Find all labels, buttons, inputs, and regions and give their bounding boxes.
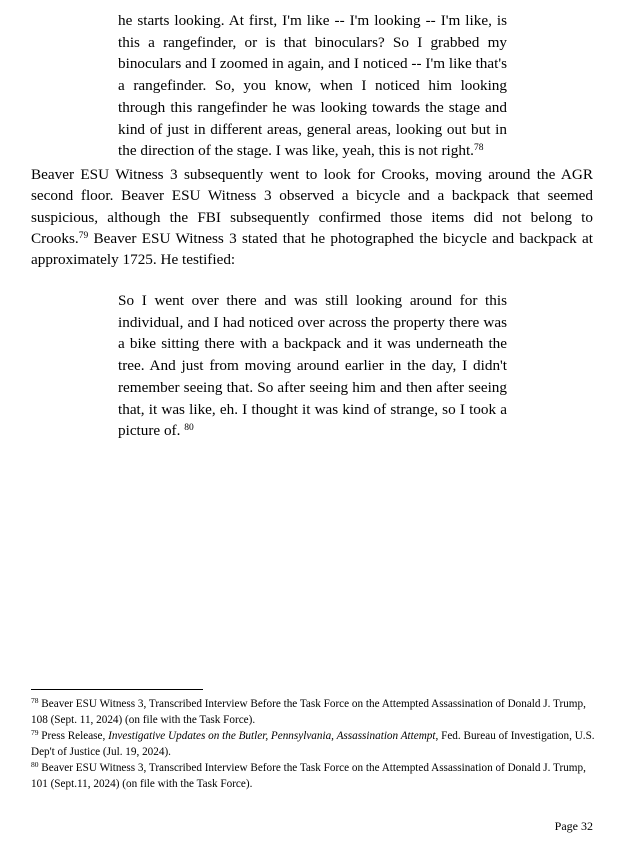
paragraph-text-part1: Beaver ESU Witness 3 subsequently went to look for Crooks, moving around the AGR second floor. Beaver ESU Witness 3 observed a bicycle and a backpack that seemed suspicious, although the FBI subsequently confirmed those items did not belong to Crooks. xyxy=(31,166,593,247)
footnote-text-pre: Press Release, xyxy=(38,730,109,743)
paragraph-text-part2: Beaver ESU Witness 3 stated that he photographed the bicycle and backpack at approximately 1725. He testified: xyxy=(31,229,593,269)
block-quote-bicycle xyxy=(118,290,507,442)
footnotes-section xyxy=(31,697,595,794)
footnote-title-italic: Investigative Updates on the Butler, Pennsylvania, Assassination Attempt xyxy=(108,730,436,743)
footnote-number: 80 xyxy=(31,760,39,770)
footnote-78 xyxy=(31,697,595,728)
footnote-ref-80[interactable]: 80 xyxy=(184,423,194,434)
footnote-text: Beaver ESU Witness 3, Transcribed Interview Before the Task Force on the Attempted Assassination of Donald J. Trump, 101 (Sept.11, 2024) (on file with the Task Force). xyxy=(31,762,586,790)
footnote-number: 78 xyxy=(31,696,39,705)
body-paragraph xyxy=(31,164,593,270)
footnote-80 xyxy=(31,761,595,792)
footnote-text-post: , Fed. Bureau of Investigation, U.S. Dep't of Justice (Jul. 19, 2024). xyxy=(31,730,595,758)
footnote-79 xyxy=(31,729,595,760)
block-quote-rangefinder xyxy=(118,10,507,162)
footnote-text: Beaver ESU Witness 3, Transcribed Interview Before the Task Force on the Attempted Assassination of Donald J. Trump, 108 (Sept. 11, 2024) (on file with the Task Force). xyxy=(31,698,586,726)
footnote-ref-79[interactable]: 79 xyxy=(78,230,89,241)
quote-text: So I went over there and was still looking around for this individual, and I had noticed over across the property there was a bike sitting there with a backpack and it was underneath the tree. And just from moving around earlier in the day, I didn't remember seeing that. So after seeing him and then after seeing that, it was like, eh. I thought it was kind of strange, so I took a picture of. xyxy=(118,292,507,440)
footnote-number: 79 xyxy=(31,728,39,738)
footnote-ref-78[interactable]: 78 xyxy=(473,143,484,154)
footnote-separator xyxy=(31,689,203,690)
quote-text: he starts looking. At first, I'm like -- I'm looking -- I'm like, is this a rangefinder, or is that binoculars? So I grabbed my binoculars and I zoomed in again, and I noticed -- I'm like that's a rangefinder. So, you know, when I noticed him looking through this rangefinder he was looking towards the stage and kind of just in different areas, general areas, looking out but in the direction of the stage. I was like, yeah, this is not right. xyxy=(118,12,507,160)
page-number: Page 32 xyxy=(554,819,593,833)
